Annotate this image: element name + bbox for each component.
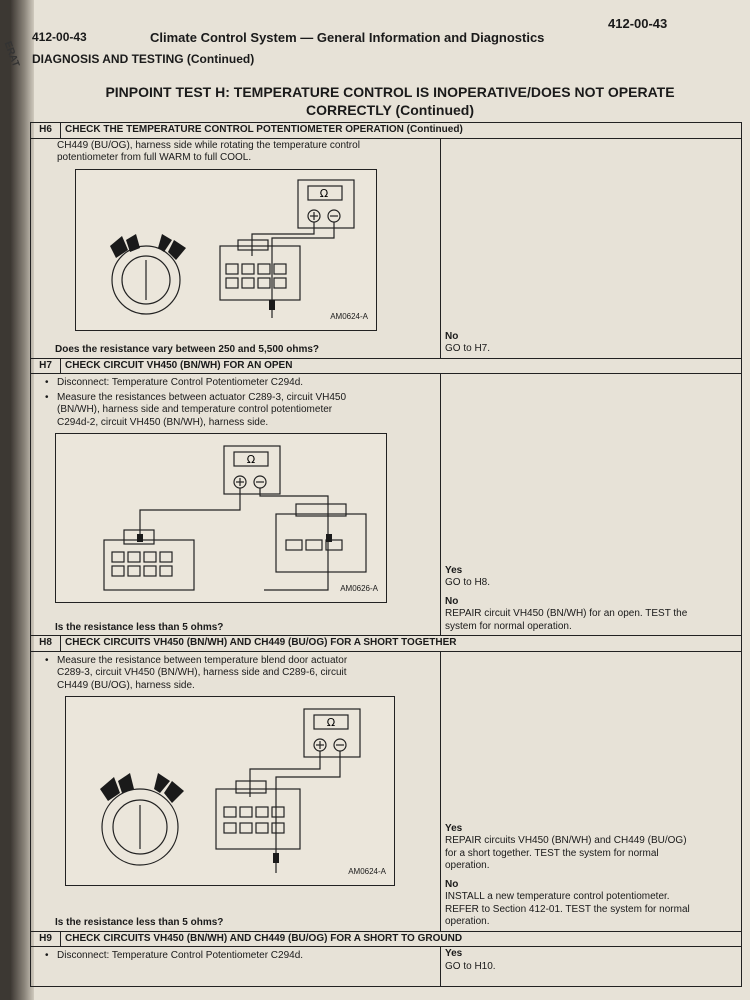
answer-no <box>445 331 737 356</box>
instruction-line: C289-3, circuit VH450 (BN/WH), harness side and C289-6, circuit <box>57 667 347 678</box>
instruction-bullet: • Disconnect: Temperature Control Potentiometer C294d. <box>35 950 436 963</box>
answer-no-text: INSTALL a new temperature control potentiometer. <box>445 891 670 902</box>
answer-yes-text: GO to H8. <box>445 577 491 588</box>
step-header-h6 <box>31 123 742 139</box>
instruction-line: C294d-2, circuit VH450 (BN/WH), harness side. <box>57 416 269 428</box>
answer-yes-head: Yes <box>445 822 463 834</box>
answer-yes-text: REPAIR circuits VH450 (BN/WH) and CH449 (BU/OG) <box>445 835 687 846</box>
instruction-bullet: • Measure the resistances between actuator C289-3, circuit VH450 <box>35 392 436 405</box>
answer-no-text: system for normal operation. <box>445 620 572 632</box>
meter-knob-connector-illustration <box>66 697 394 885</box>
ohm-symbol: Ω <box>319 186 329 200</box>
answer-no-text: REFER to Section 412-01. TEST the system for normal <box>445 903 690 915</box>
step-body-h7 <box>31 374 742 636</box>
step-title: CHECK CIRCUIT VH450 (BN/WH) FOR AN OPEN <box>61 358 742 374</box>
test-question: Does the resistance vary between 250 and 5,500 ohms? <box>55 344 320 355</box>
step-header-h7 <box>31 358 742 374</box>
binder-tab-text: ERAT <box>1 40 22 69</box>
step-title: CHECK CIRCUITS VH450 (BN/WH) AND CH449 (BU/OG) FOR A SHORT TO GROUND <box>61 931 742 947</box>
instruction-bullet: • Disconnect: Temperature Control Potentiometer C294d. <box>35 377 436 390</box>
answer-group <box>445 823 737 929</box>
step-body-h6 <box>31 138 742 358</box>
answer-yes-text: for a short together. TEST the system for normal <box>445 847 659 859</box>
ohm-symbol: Ω <box>246 453 256 466</box>
manual-page <box>1 0 750 1000</box>
answer-no-text: REPAIR circuit VH450 (BN/WH) for an open. TEST the <box>445 608 688 619</box>
test-question: Is the resistance less than 5 ohms? <box>55 917 224 928</box>
pinpoint-title-line2: CORRECTLY (Continued) <box>306 102 474 118</box>
step-title: CHECK THE TEMPERATURE CONTROL POTENTIOMETER OPERATION (Continued) <box>61 123 742 139</box>
figure-label: AM0626-A <box>340 584 378 593</box>
test-question: Is the resistance less than 5 ohms? <box>55 621 224 633</box>
step-header-h8 <box>31 636 742 652</box>
diagram-h7 <box>55 433 387 603</box>
answer-no-text: operation. <box>445 916 490 927</box>
step-instructions <box>31 651 441 931</box>
step-body-h9 <box>31 947 742 987</box>
diagram-h6 <box>75 169 377 331</box>
instruction-bullet: • Measure the resistance between temperature blend door actuator <box>35 655 436 668</box>
answer-yes-head: Yes <box>445 564 463 576</box>
step-answers <box>441 374 742 636</box>
ohm-symbol: Ω <box>326 716 336 729</box>
meter-two-connectors-illustration <box>56 434 386 602</box>
section-heading: DIAGNOSIS AND TESTING (Continued) <box>32 52 255 66</box>
pinpoint-table <box>30 122 742 987</box>
answer-no-head: No <box>445 330 459 342</box>
step-instructions <box>31 138 441 358</box>
step-id: H8 <box>31 636 61 652</box>
step-instructions <box>31 374 441 636</box>
step-answers <box>441 651 742 931</box>
page-number-left: 412-00-43 <box>32 30 87 44</box>
step-body-h8 <box>31 651 742 931</box>
figure-label: AM0624-A <box>330 311 368 321</box>
diagram-h8 <box>65 696 395 886</box>
answer-yes-head: Yes <box>445 948 463 959</box>
step-header-h9 <box>31 931 742 947</box>
answer-no-text: GO to H7. <box>445 343 491 354</box>
step-answers <box>441 138 742 358</box>
answer-yes-text: operation. <box>445 860 490 871</box>
page-number-right: 412-00-43 <box>608 16 668 31</box>
answer-yes-text: GO to H10. <box>445 960 496 972</box>
meter-knob-connector-illustration <box>76 170 376 330</box>
step-instructions <box>31 947 441 987</box>
instruction-line: CH449 (BU/OG), harness side. <box>57 679 195 691</box>
step-id: H9 <box>31 931 61 947</box>
step-title: CHECK CIRCUITS VH450 (BN/WH) AND CH449 (BU/OG) FOR A SHORT TOGETHER <box>61 636 742 652</box>
instruction-line: CH449 (BU/OG), harness side while rotating the temperature control <box>57 139 360 151</box>
page-title: Climate Control System — General Information and Diagnostics <box>150 30 545 45</box>
step-id: H6 <box>31 123 61 139</box>
answer-no-head: No <box>445 595 459 607</box>
instruction-line: (BN/WH), harness side and temperature control potentiometer <box>57 404 333 415</box>
instruction-line: potentiometer from full WARM to full COOL. <box>57 152 252 163</box>
pinpoint-title-line1: PINPOINT TEST H: TEMPERATURE CONTROL IS INOPERATIVE/DOES NOT OPERATE <box>105 84 675 100</box>
step-id: H7 <box>31 358 61 374</box>
step-answers <box>441 947 742 987</box>
answer-no-head: No <box>445 878 459 890</box>
answer-group <box>445 565 737 634</box>
figure-label: AM0624-A <box>348 867 386 876</box>
